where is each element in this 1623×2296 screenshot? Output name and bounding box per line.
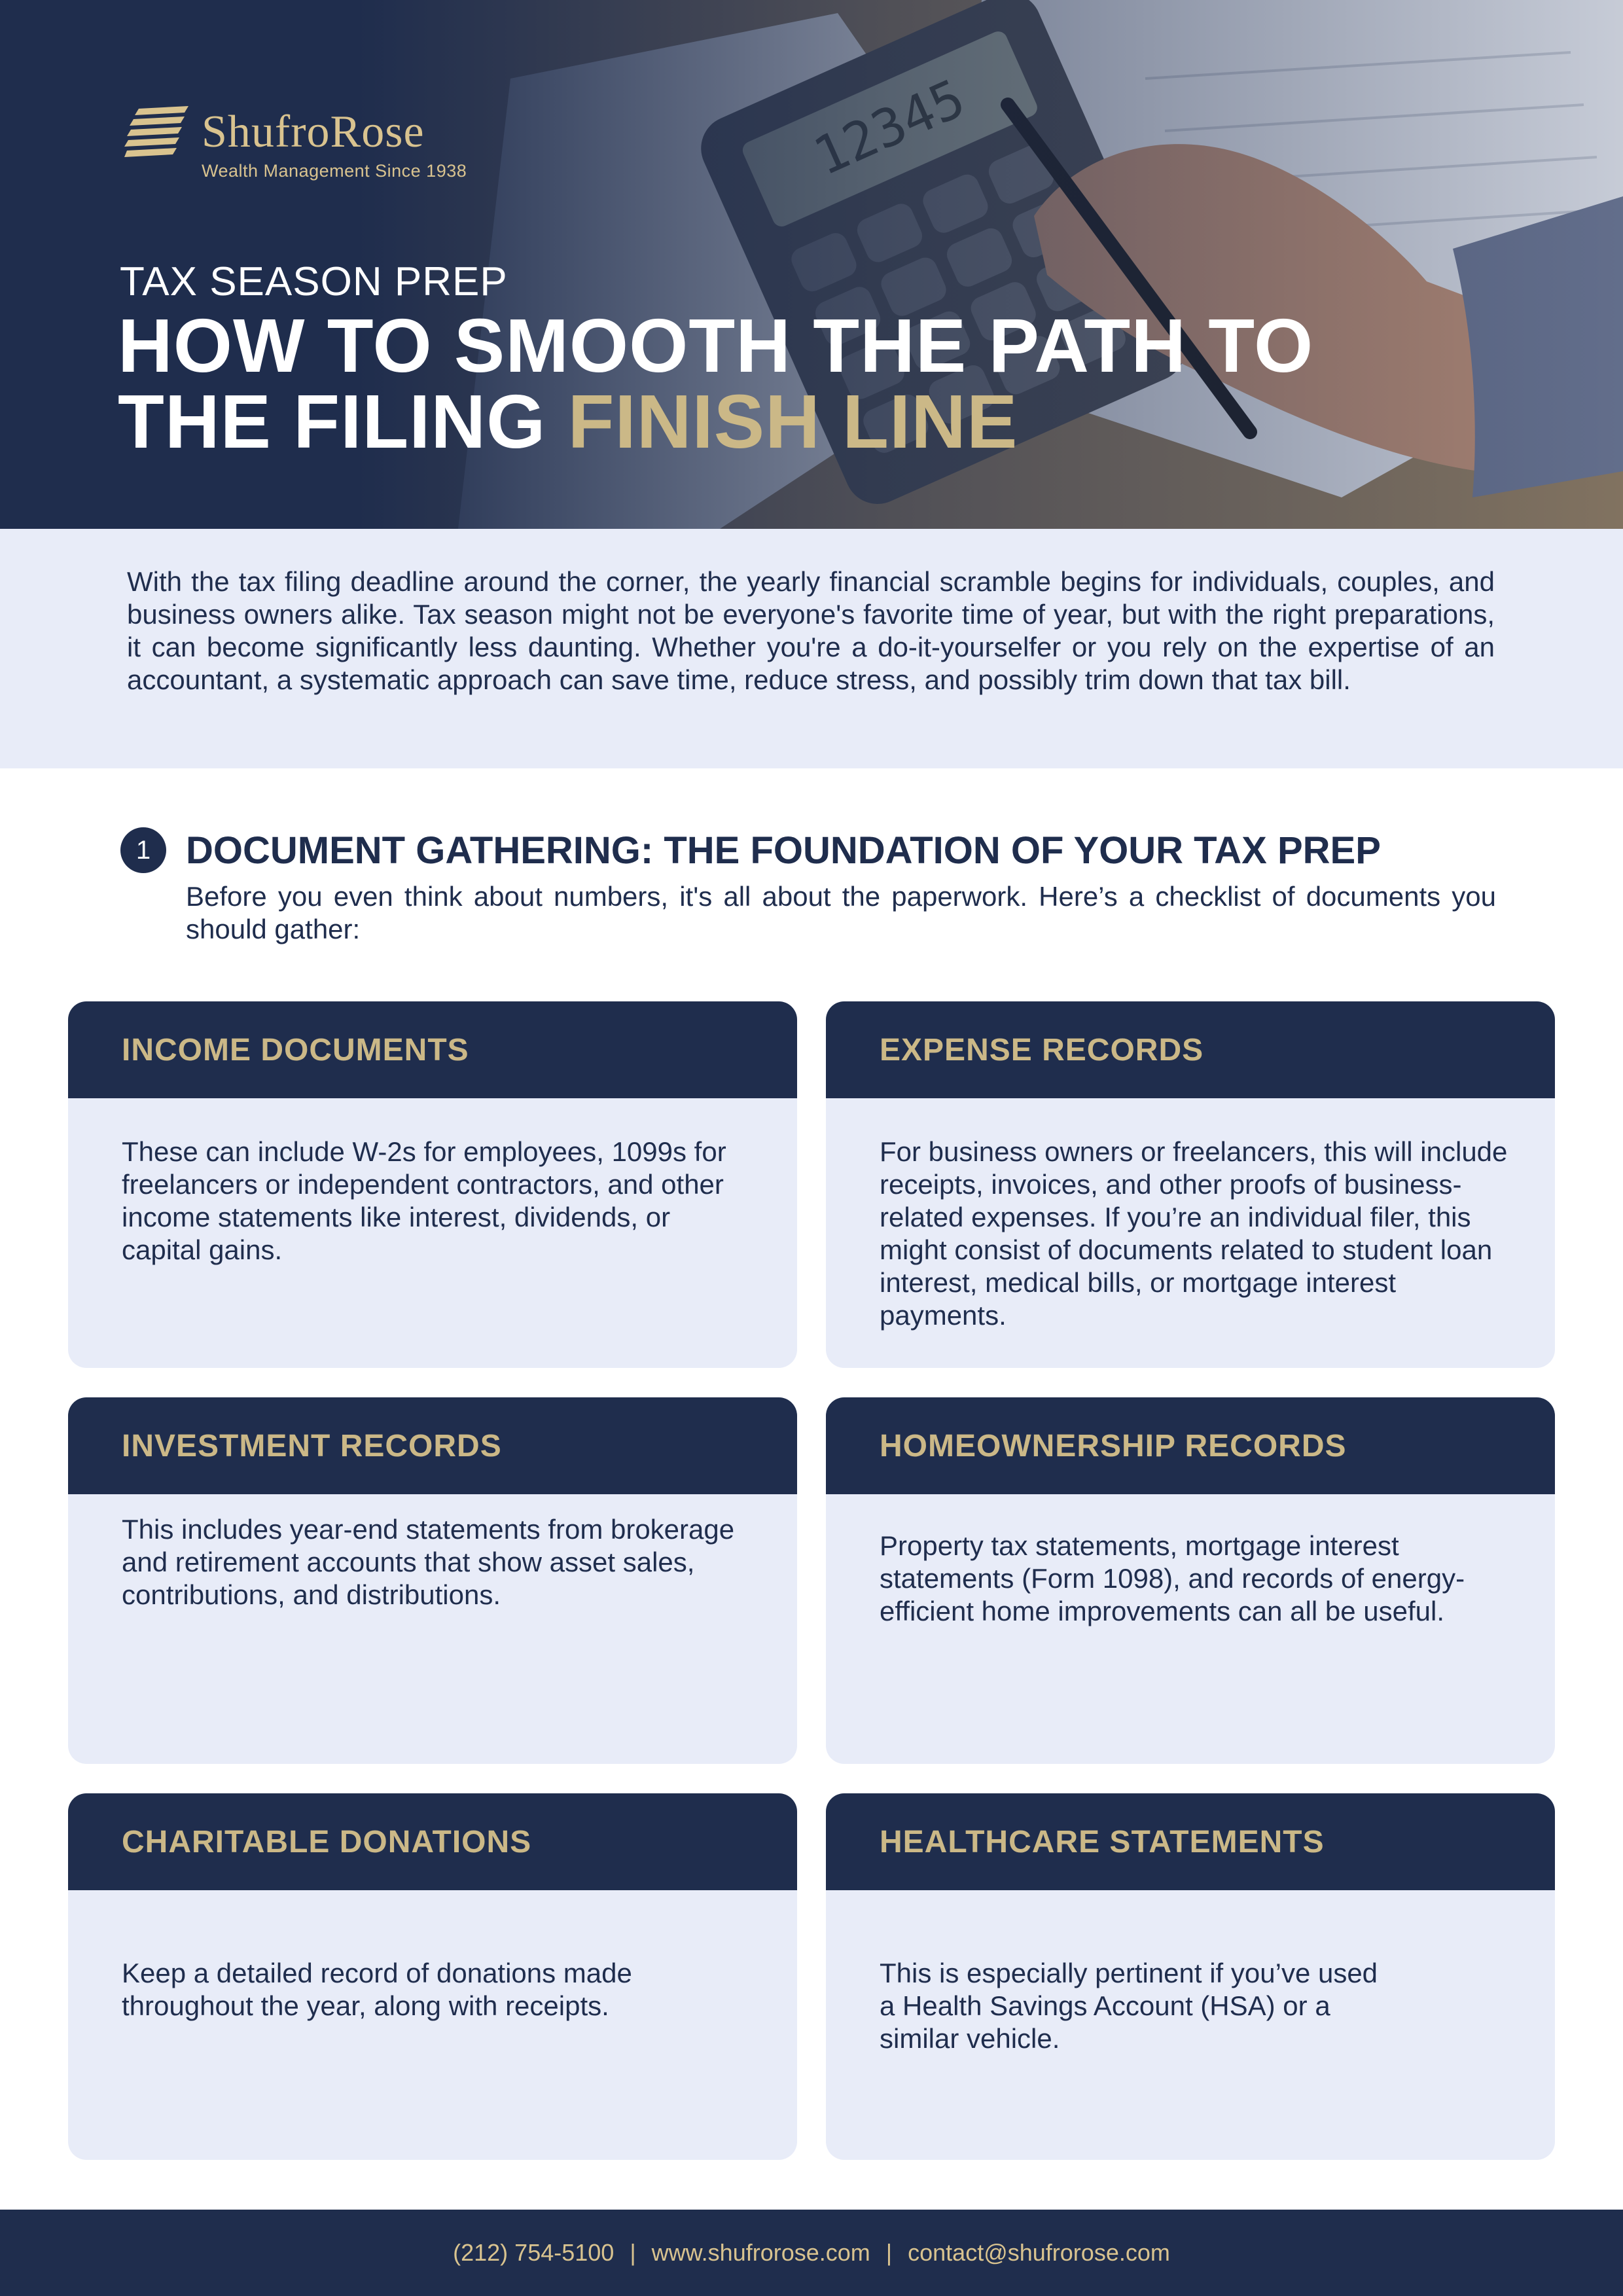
hero-banner bbox=[0, 0, 1623, 529]
section-title: DOCUMENT GATHERING: THE FOUNDATION OF YOUR TAX PREP bbox=[186, 829, 1381, 872]
card-body: These can include W-2s for employees, 1099s for freelancers or independent contractors, and other income statements like interest, dividends, or capital gains. bbox=[122, 1136, 726, 1265]
intro-paragraph: With the tax filing deadline around the corner, the yearly financial scramble begins for individuals, couples, and business owners alike. Tax season might not be everyone's favorite time of year, but with the right preparations, it can become significantly less daunting. Whether you're a do-it-yourselfer or you rely on the expertise of an accountant, a systematic approach can save time, reduce stress, and possibly trim down that tax bill. bbox=[127, 566, 1495, 695]
footer-phone-link[interactable]: (212) 754-5100 bbox=[453, 2239, 615, 2266]
card-healthcare-statements bbox=[826, 1793, 1555, 2160]
card-title: CHARITABLE DONATIONS bbox=[122, 1824, 532, 1859]
brand-tagline: Wealth Management Since 1938 bbox=[202, 161, 467, 181]
card-header bbox=[826, 1793, 1555, 1890]
card-header bbox=[826, 1397, 1555, 1494]
card-homeownership-records bbox=[826, 1397, 1555, 1764]
footer-contact-bar bbox=[0, 2210, 1623, 2296]
footer-email-link[interactable]: contact@shufrorose.com bbox=[908, 2239, 1170, 2266]
card-header bbox=[68, 1793, 797, 1890]
intro-section bbox=[0, 529, 1623, 768]
card-title: HOMEOWNERSHIP RECORDS bbox=[880, 1428, 1347, 1463]
headline-accent: FINISH LINE bbox=[567, 379, 1018, 464]
headline-line-2-lead: THE FILING bbox=[118, 379, 568, 464]
card-investment-records bbox=[68, 1397, 797, 1764]
card-body: Keep a detailed record of donations made throughout the year, along with receipts. bbox=[122, 1958, 632, 2021]
section-number-badge: 1 bbox=[120, 827, 166, 873]
card-body: Property tax statements, mortgage interest statements (Form 1098), and records of energy-efficient home improvements can all be useful. bbox=[880, 1530, 1465, 1626]
card-title: INCOME DOCUMENTS bbox=[122, 1032, 469, 1067]
headline-line-1: HOW TO SMOOTH THE PATH TO bbox=[118, 303, 1314, 388]
card-income-documents bbox=[68, 1001, 797, 1368]
brand-name: ShufroRose bbox=[202, 107, 425, 157]
card-body: For business owners or freelancers, this will include receipts, invoices, and other proofs of business-related expenses. If you’re an individual filer, this might consist of documents related to student loan interest, medical bills, or mortgage interest payments. bbox=[880, 1136, 1508, 1331]
card-header bbox=[826, 1001, 1555, 1098]
card-body: This is especially pertinent if you’ve used a Health Savings Account (HSA) or a similar vehicle. bbox=[880, 1958, 1378, 2054]
card-title: INVESTMENT RECORDS bbox=[122, 1428, 502, 1463]
footer-separator: | bbox=[885, 2239, 893, 2266]
page-title bbox=[118, 303, 1314, 464]
hero-kicker: TAX SEASON PREP bbox=[120, 259, 508, 304]
section-description: Before you even think about numbers, it's all about the paperwork. Here’s a checklist of documents you should gather: bbox=[186, 881, 1496, 944]
card-title: HEALTHCARE STATEMENTS bbox=[880, 1824, 1325, 1859]
card-expense-records bbox=[826, 1001, 1555, 1368]
footer-separator: | bbox=[630, 2239, 636, 2266]
footer-website-link[interactable]: www.shufrorose.com bbox=[651, 2239, 870, 2266]
striped-ribbon-logo-icon bbox=[124, 105, 191, 160]
card-title: EXPENSE RECORDS bbox=[880, 1032, 1204, 1067]
card-charitable-donations bbox=[68, 1793, 797, 2160]
card-header bbox=[68, 1397, 797, 1494]
card-header bbox=[68, 1001, 797, 1098]
card-body: This includes year-end statements from brokerage and retirement accounts that show asset sales, contributions, and distributions. bbox=[122, 1514, 735, 1610]
